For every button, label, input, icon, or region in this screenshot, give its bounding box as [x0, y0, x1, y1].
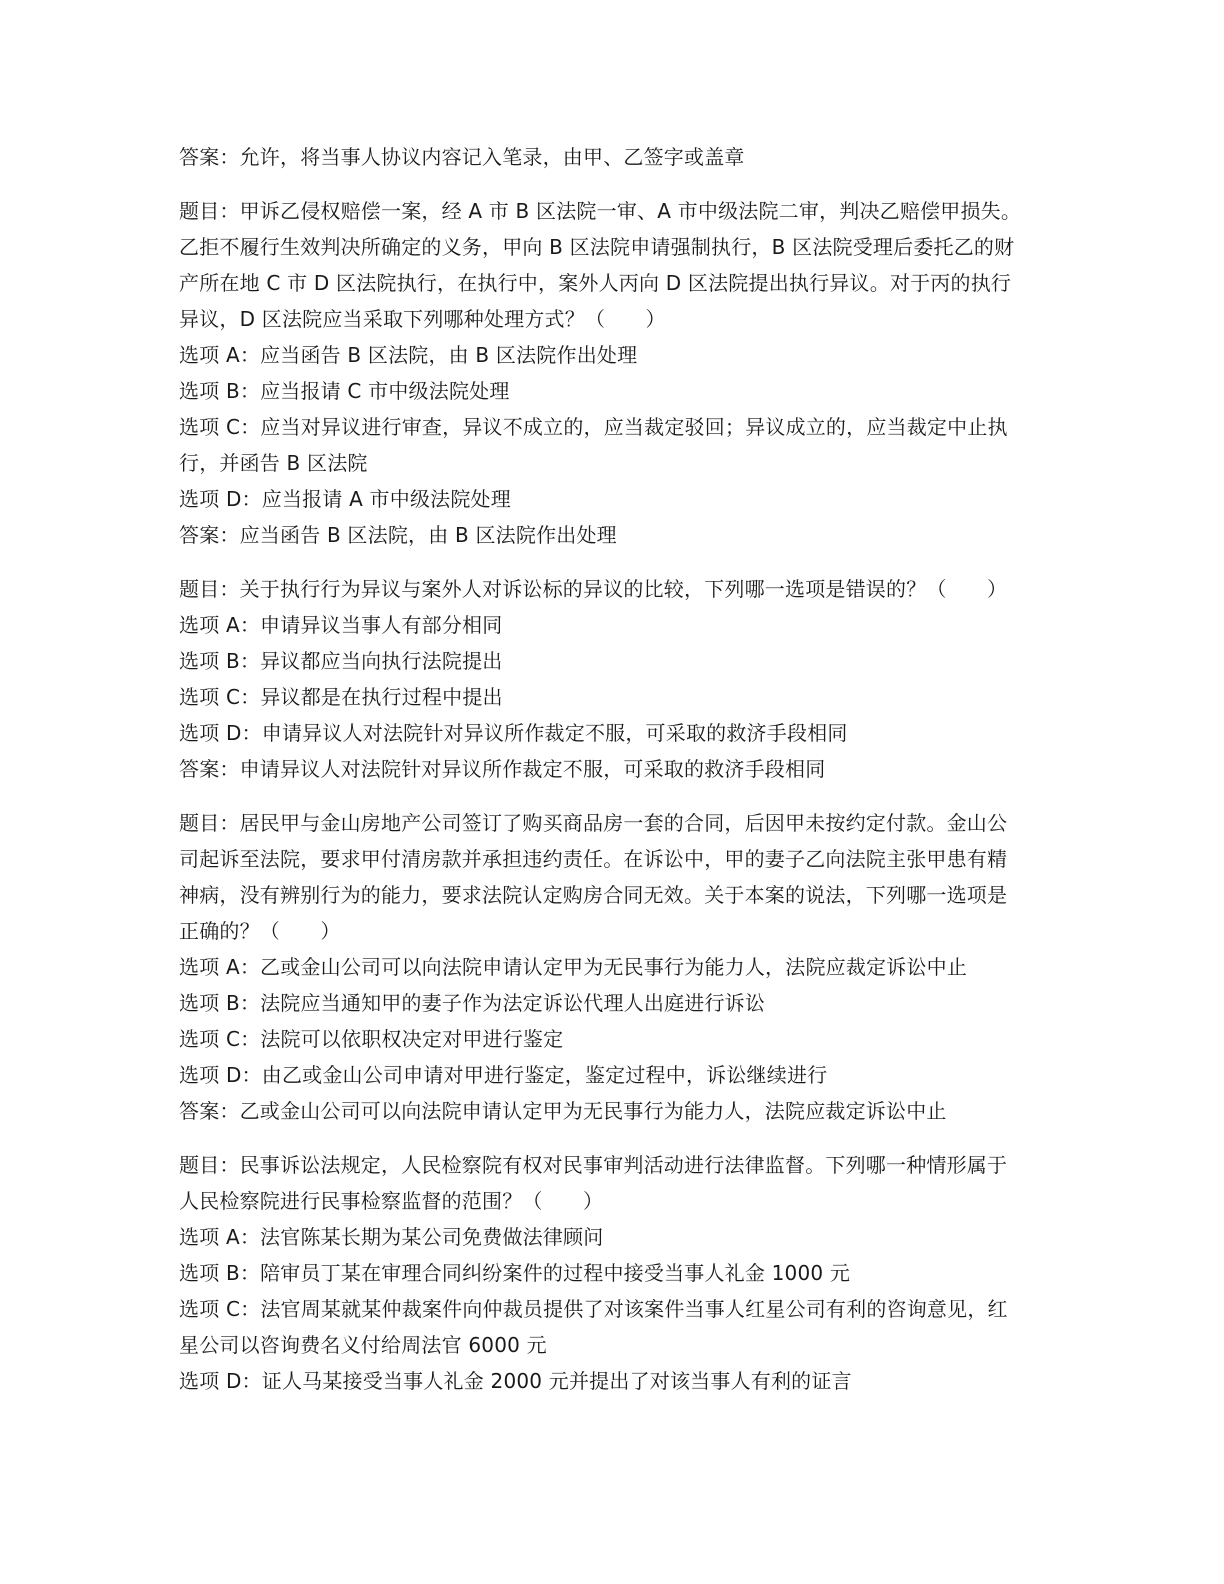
option-c: 选项 C：法院可以依职权决定对甲进行鉴定 — [179, 1027, 564, 1051]
question-text-line: 人民检察院进行民事检察监督的范围？（ ） — [179, 1189, 604, 1213]
option-d: 选项 D：申请异议人对法院针对异议所作裁定不服，可采取的救济手段相同 — [179, 721, 848, 745]
question-text-line: 正确的？（ ） — [179, 919, 341, 943]
answer-line: 答案：申请异议人对法院针对异议所作裁定不服，可采取的救济手段相同 — [179, 757, 826, 781]
option-d: 选项 D：应当报请 A 市中级法院处理 — [179, 487, 511, 511]
answer-line: 答案：乙或金山公司可以向法院申请认定甲为无民事行为能力人，法院应裁定诉讼中止 — [179, 1099, 947, 1123]
question-text-line: 司起诉至法院，要求甲付清房款并承担违约责任。在诉讼中，甲的妻子乙向法院主张甲患有精 — [179, 847, 1008, 871]
option-a: 选项 A：法官陈某长期为某公司免费做法律顾问 — [179, 1225, 604, 1249]
question-text-line: 题目：民事诉讼法规定，人民检察院有权对民事审判活动进行法律监督。下列哪一种情形属于 — [179, 1153, 1008, 1177]
option-b: 选项 B：应当报请 C 市中级法院处理 — [179, 379, 510, 403]
question-text-line: 神病，没有辨别行为的能力，要求法院认定购房合同无效。关于本案的说法，下列哪一选项是 — [179, 883, 1008, 907]
option-d: 选项 D：证人马某接受当事人礼金 2000 元并提出了对该当事人有利的证言 — [179, 1369, 852, 1393]
answer-block-previous — [179, 139, 1049, 175]
question-text-line: 乙拒不履行生效判决所确定的义务，甲向 B 区法院申请强制执行，B 区法院受理后委托乙的财 — [179, 235, 1015, 259]
option-b: 选项 B：陪审员丁某在审理合同纠纷案件的过程中接受当事人礼金 1000 元 — [179, 1261, 851, 1285]
question-block-3 — [179, 805, 1049, 1129]
question-text-line: 题目：关于执行行为异议与案外人对诉讼标的异议的比较，下列哪一选项是错误的？（ ） — [179, 577, 1008, 601]
option-b: 选项 B：法院应当通知甲的妻子作为法定诉讼代理人出庭进行诉讼 — [179, 991, 766, 1015]
question-text-line: 题目：居民甲与金山房地产公司签订了购买商品房一套的合同，后因甲未按约定付款。金山公 — [179, 811, 1008, 835]
question-text-line: 题目：甲诉乙侵权赔偿一案，经 A 市 B 区法院一审、A 市中级法院二审，判决乙赔偿甲损失。 — [179, 199, 1022, 223]
option-c: 选项 C：应当对异议进行审查，异议不成立的，应当裁定驳回；异议成立的，应当裁定中止执 — [179, 415, 1008, 439]
option-c: 选项 C：异议都是在执行过程中提出 — [179, 685, 503, 709]
question-text-line: 异议，D 区法院应当采取下列哪种处理方式？（ ） — [179, 307, 666, 331]
option-a: 选项 A：乙或金山公司可以向法院申请认定甲为无民事行为能力人，法院应裁定诉讼中止 — [179, 955, 968, 979]
answer-line: 答案：允许，将当事人协议内容记入笔录，由甲、乙签字或盖章 — [179, 145, 745, 169]
option-a: 选项 A：申请异议当事人有部分相同 — [179, 613, 503, 637]
option-b: 选项 B：异议都应当向执行法院提出 — [179, 649, 503, 673]
option-c-continued: 星公司以咨询费名义付给周法官 6000 元 — [179, 1333, 547, 1357]
question-block-2 — [179, 571, 1049, 787]
question-block-1 — [179, 193, 1049, 553]
option-d: 选项 D：由乙或金山公司申请对甲进行鉴定，鉴定过程中，诉讼继续进行 — [179, 1063, 828, 1087]
answer-line: 答案：应当函告 B 区法院，由 B 区法院作出处理 — [179, 523, 617, 547]
option-c-continued: 行，并函告 B 区法院 — [179, 451, 368, 475]
document-page — [179, 139, 1049, 1399]
option-c: 选项 C：法官周某就某仲裁案件向仲裁员提供了对该案件当事人红星公司有利的咨询意见，红 — [179, 1297, 1008, 1321]
question-block-4 — [179, 1147, 1049, 1399]
option-a: 选项 A：应当函告 B 区法院，由 B 区法院作出处理 — [179, 343, 638, 367]
question-text-line: 产所在地 C 市 D 区法院执行，在执行中，案外人丙向 D 区法院提出执行异议。对于丙的执行 — [179, 271, 1012, 295]
